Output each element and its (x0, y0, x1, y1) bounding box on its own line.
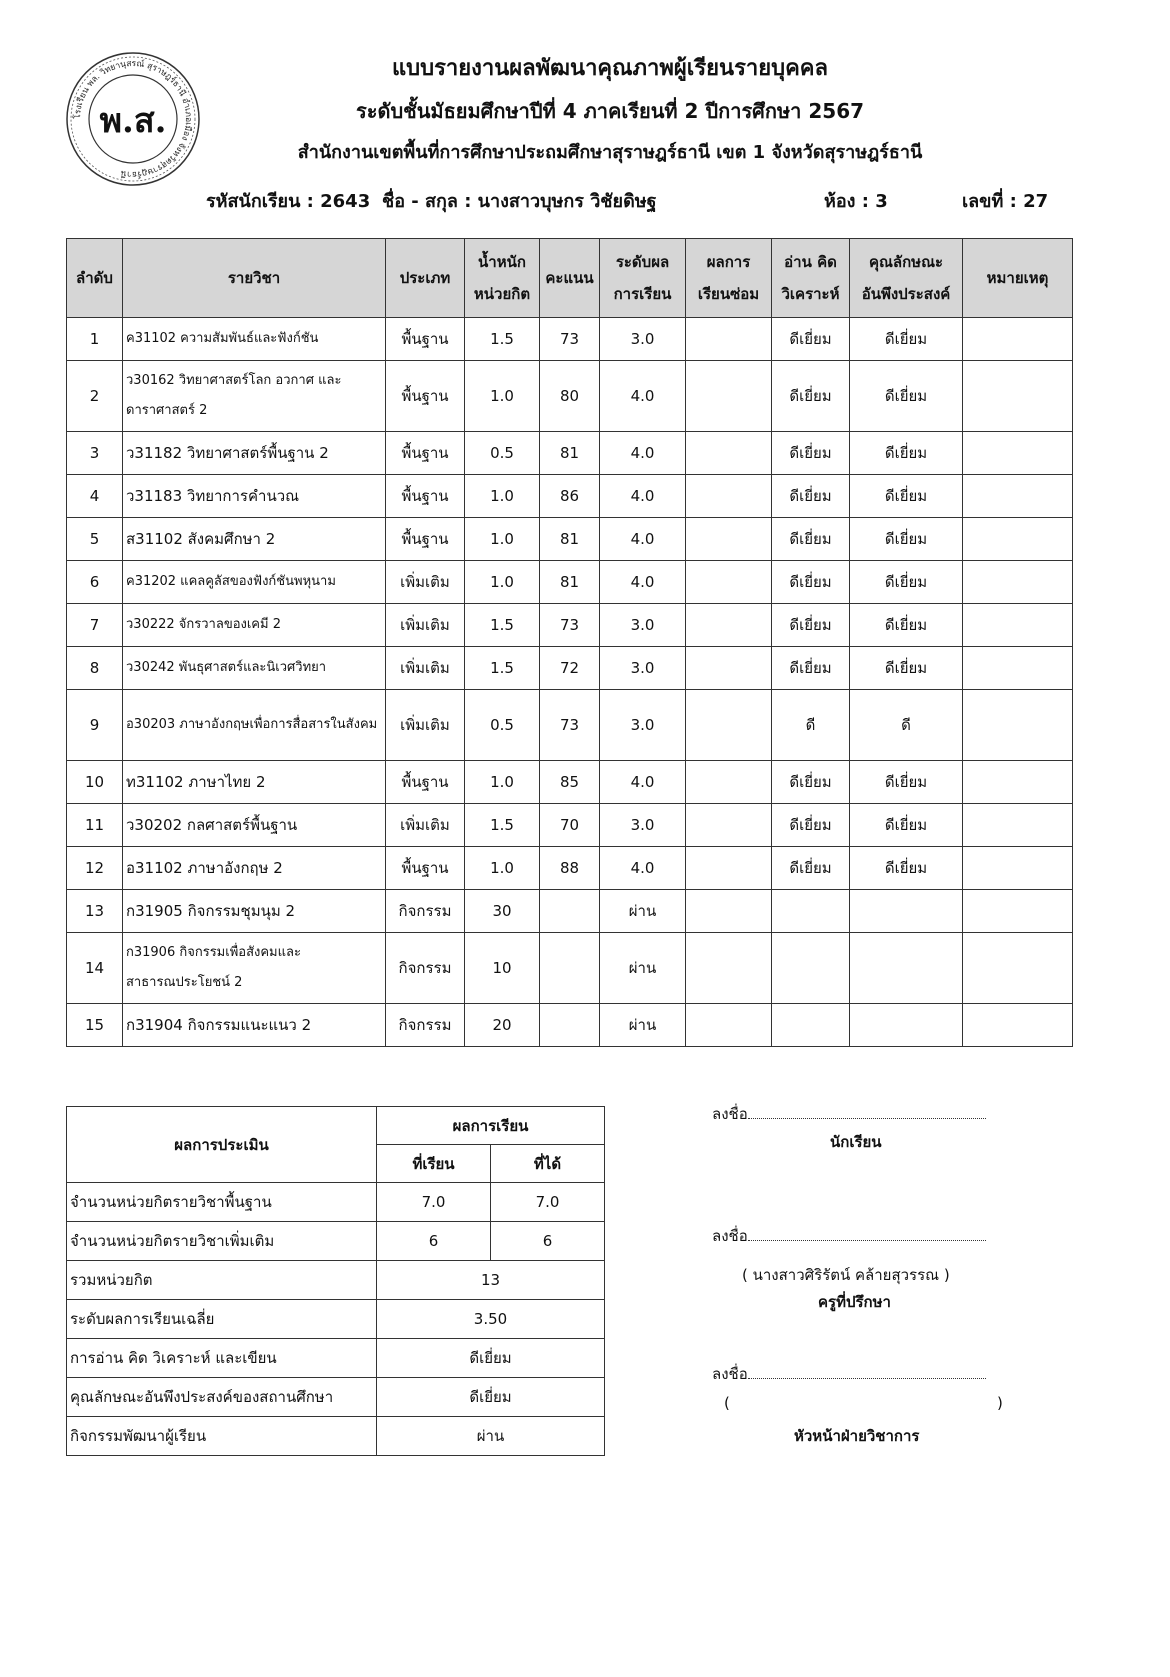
cell-character (850, 1004, 963, 1047)
cell-subject: ก31904 กิจกรรมแนะแนว 2 (123, 1004, 386, 1047)
cell-grade: ผ่าน (600, 933, 686, 1004)
cell-reading: ดีเยี่ยม (772, 847, 850, 890)
summary-row-total (67, 1261, 605, 1300)
cell-subject: ส31102 สังคมศึกษา 2 (123, 518, 386, 561)
table-row (67, 847, 1073, 890)
cell-remedial (686, 518, 772, 561)
cell-no: 2 (67, 361, 123, 432)
cell-type: เพิ่มเติม (386, 690, 465, 761)
cell-reading: ดีเยี่ยม (772, 561, 850, 604)
cell-reading: ดีเยี่ยม (772, 761, 850, 804)
cell-note (963, 847, 1073, 890)
summary-row-basic (67, 1183, 605, 1222)
cell-subject: อ31102 ภาษาอังกฤษ 2 (123, 847, 386, 890)
student-signature-line: ลงชื่อ (712, 1102, 986, 1126)
cell-grade: ผ่าน (600, 890, 686, 933)
table-row (67, 475, 1073, 518)
student-room: ห้อง : 3 (824, 191, 888, 212)
cell-subject: ก31906 กิจกรรมเพื่อสังคมและสาธารณประโยชน์ 2 (123, 933, 386, 1004)
cell-grade: 4.0 (600, 847, 686, 890)
cell-reading: ดีเยี่ยม (772, 647, 850, 690)
cell-no: 9 (67, 690, 123, 761)
summary-header-result: ผลการเรียน (377, 1107, 605, 1145)
cell-grade: 3.0 (600, 318, 686, 361)
cell-grade: 4.0 (600, 475, 686, 518)
report-level-term: ระดับชั้นมัธยมศึกษาปีที่ 4 ภาคเรียนที่ 2 ปีการศึกษา 2567 (355, 99, 865, 123)
cell-no: 10 (67, 761, 123, 804)
cell-type: เพิ่มเติม (386, 804, 465, 847)
cell-score: 85 (540, 761, 600, 804)
summary-row-character (67, 1378, 605, 1417)
table-row (67, 933, 1073, 1004)
table-row (67, 690, 1073, 761)
table-row (67, 604, 1073, 647)
table-row (67, 318, 1073, 361)
cell-character: ดีเยี่ยม (850, 432, 963, 475)
cell-reading (772, 890, 850, 933)
table-row (67, 561, 1073, 604)
table-row (67, 1004, 1073, 1047)
cell-note (963, 647, 1073, 690)
summary-value: 3.50 (377, 1300, 605, 1339)
cell-score: 81 (540, 432, 600, 475)
cell-reading: ดีเยี่ยม (772, 518, 850, 561)
cell-subject: ค31102 ความสัมพันธ์และฟังก์ชัน (123, 318, 386, 361)
summary-label: การอ่าน คิด วิเคราะห์ และเขียน (67, 1339, 377, 1378)
cell-note (963, 804, 1073, 847)
cell-grade: 4.0 (600, 432, 686, 475)
cell-character: ดีเยี่ยม (850, 318, 963, 361)
header-no: ลำดับ (67, 239, 123, 318)
cell-character: ดีเยี่ยม (850, 647, 963, 690)
cell-credit: 1.5 (465, 318, 540, 361)
cell-type: เพิ่มเติม (386, 561, 465, 604)
cell-no: 7 (67, 604, 123, 647)
school-seal-logo (58, 44, 208, 194)
cell-remedial (686, 318, 772, 361)
summary-row-gpa (67, 1300, 605, 1339)
cell-score: 88 (540, 847, 600, 890)
cell-no: 4 (67, 475, 123, 518)
header-note: หมายเหตุ (963, 239, 1073, 318)
cell-no: 12 (67, 847, 123, 890)
cell-note (963, 318, 1073, 361)
report-header (200, 50, 1020, 166)
cell-type: พื้นฐาน (386, 761, 465, 804)
cell-reading (772, 933, 850, 1004)
cell-grade: 4.0 (600, 361, 686, 432)
summary-value: 7.0 (491, 1183, 605, 1222)
cell-no: 14 (67, 933, 123, 1004)
cell-subject: ว30222 จักรวาลของเคมี 2 (123, 604, 386, 647)
cell-note (963, 518, 1073, 561)
report-title: แบบรายงานผลพัฒนาคุณภาพผู้เรียนรายบุคคล (391, 56, 829, 81)
grades-header-row (67, 239, 1073, 318)
summary-header-eval: ผลการประเมิน (67, 1107, 377, 1183)
cell-credit: 1.0 (465, 518, 540, 561)
cell-credit: 1.0 (465, 361, 540, 432)
cell-character: ดีเยี่ยม (850, 518, 963, 561)
cell-reading: ดีเยี่ยม (772, 318, 850, 361)
table-row (67, 518, 1073, 561)
cell-credit: 1.0 (465, 561, 540, 604)
table-row (67, 432, 1073, 475)
cell-credit: 1.5 (465, 804, 540, 847)
cell-score: 72 (540, 647, 600, 690)
cell-type: พื้นฐาน (386, 432, 465, 475)
cell-character (850, 890, 963, 933)
cell-subject: ว31183 วิทยาการคำนวณ (123, 475, 386, 518)
student-number: เลขที่ : 27 (962, 191, 1049, 212)
cell-character: ดีเยี่ยม (850, 604, 963, 647)
table-row (67, 647, 1073, 690)
cell-credit: 0.5 (465, 432, 540, 475)
summary-label: กิจกรรมพัฒนาผู้เรียน (67, 1417, 377, 1456)
cell-subject: ว30162 วิทยาศาสตร์โลก อวกาศ และดาราศาสตร์ 2 (123, 361, 386, 432)
cell-reading: ดีเยี่ยม (772, 475, 850, 518)
cell-no: 6 (67, 561, 123, 604)
cell-no: 1 (67, 318, 123, 361)
cell-remedial (686, 604, 772, 647)
cell-remedial (686, 561, 772, 604)
summary-table (66, 1106, 605, 1456)
cell-grade: 4.0 (600, 518, 686, 561)
cell-grade: 4.0 (600, 761, 686, 804)
header-type: ประเภท (386, 239, 465, 318)
cell-subject: ท31102 ภาษาไทย 2 (123, 761, 386, 804)
student-id: รหัสนักเรียน : 2643 (206, 191, 371, 212)
table-row (67, 361, 1073, 432)
cell-no: 15 (67, 1004, 123, 1047)
cell-score: 86 (540, 475, 600, 518)
cell-note (963, 1004, 1073, 1047)
cell-remedial (686, 804, 772, 847)
cell-subject: ค31202 แคลคูลัสของฟังก์ชันพหุนาม (123, 561, 386, 604)
cell-note (963, 561, 1073, 604)
cell-grade: 3.0 (600, 690, 686, 761)
cell-character: ดีเยี่ยม (850, 761, 963, 804)
cell-credit: 1.5 (465, 647, 540, 690)
cell-no: 5 (67, 518, 123, 561)
summary-row-additional (67, 1222, 605, 1261)
advisor-signature-line: ลงชื่อ (712, 1224, 986, 1248)
cell-remedial (686, 1004, 772, 1047)
cell-grade: ผ่าน (600, 1004, 686, 1047)
report-office: สำนักงานเขตพื้นที่การศึกษาประถมศึกษาสุราษฎร์ธานี เขต 1 จังหวัดสุราษฎร์ธานี (297, 142, 923, 163)
table-row (67, 761, 1073, 804)
cell-score: 81 (540, 518, 600, 561)
header-score: คะแนน (540, 239, 600, 318)
cell-no: 3 (67, 432, 123, 475)
cell-score: 73 (540, 690, 600, 761)
cell-remedial (686, 890, 772, 933)
cell-score (540, 1004, 600, 1047)
cell-type: กิจกรรม (386, 890, 465, 933)
cell-grade: 3.0 (600, 647, 686, 690)
cell-credit: 1.0 (465, 761, 540, 804)
cell-character (850, 933, 963, 1004)
cell-grade: 3.0 (600, 804, 686, 847)
cell-remedial (686, 933, 772, 1004)
cell-reading: ดีเยี่ยม (772, 361, 850, 432)
cell-type: พื้นฐาน (386, 475, 465, 518)
cell-reading: ดี (772, 690, 850, 761)
cell-note (963, 604, 1073, 647)
summary-label: จำนวนหน่วยกิตรายวิชาพื้นฐาน (67, 1183, 377, 1222)
cell-type: พื้นฐาน (386, 361, 465, 432)
head-open-paren: ( (724, 1394, 730, 1412)
cell-character: ดีเยี่ยม (850, 847, 963, 890)
summary-row-activity (67, 1417, 605, 1456)
grades-table (66, 238, 1073, 1047)
cell-no: 13 (67, 890, 123, 933)
cell-subject: อ30203 ภาษาอังกฤษเพื่อการสื่อสารในสังคม (123, 690, 386, 761)
cell-score: 73 (540, 318, 600, 361)
cell-reading: ดีเยี่ยม (772, 432, 850, 475)
advisor-role: ครูที่ปรึกษา (818, 1293, 891, 1311)
cell-subject: ว31182 วิทยาศาสตร์พื้นฐาน 2 (123, 432, 386, 475)
summary-value: ดีเยี่ยม (377, 1339, 605, 1378)
summary-label: รวมหน่วยกิต (67, 1261, 377, 1300)
cell-note (963, 933, 1073, 1004)
summary-row-reading (67, 1339, 605, 1378)
cell-remedial (686, 647, 772, 690)
cell-grade: 4.0 (600, 561, 686, 604)
cell-credit: 10 (465, 933, 540, 1004)
cell-character: ดีเยี่ยม (850, 804, 963, 847)
cell-score: 70 (540, 804, 600, 847)
cell-type: พื้นฐาน (386, 518, 465, 561)
summary-label: ระดับผลการเรียนเฉลี่ย (67, 1300, 377, 1339)
cell-credit: 1.0 (465, 847, 540, 890)
cell-no: 8 (67, 647, 123, 690)
cell-note (963, 690, 1073, 761)
cell-character: ดี (850, 690, 963, 761)
head-close-paren: ) (997, 1394, 1003, 1412)
cell-remedial (686, 847, 772, 890)
header-grade: ระดับผล การเรียน (600, 239, 686, 318)
header-character: คุณลักษณะ อันพึงประสงค์ (850, 239, 963, 318)
summary-value: 6 (491, 1222, 605, 1261)
cell-no: 11 (67, 804, 123, 847)
cell-remedial (686, 475, 772, 518)
summary-header-earned: ที่ได้ (491, 1145, 605, 1183)
cell-type: เพิ่มเติม (386, 604, 465, 647)
summary-value: 6 (377, 1222, 491, 1261)
header-reading: อ่าน คิด วิเคราะห์ (772, 239, 850, 318)
student-role: นักเรียน (830, 1133, 882, 1151)
header-subject: รายวิชา (123, 239, 386, 318)
cell-score: 81 (540, 561, 600, 604)
cell-score: 80 (540, 361, 600, 432)
table-row (67, 890, 1073, 933)
cell-character: ดีเยี่ยม (850, 361, 963, 432)
student-name: ชื่อ - สกุล : นางสาวบุษกร วิชัยดิษฐ (382, 191, 657, 212)
student-info (206, 186, 1066, 216)
cell-credit: 0.5 (465, 690, 540, 761)
cell-credit: 1.0 (465, 475, 540, 518)
cell-credit: 30 (465, 890, 540, 933)
summary-value: ดีเยี่ยม (377, 1378, 605, 1417)
cell-type: พื้นฐาน (386, 318, 465, 361)
cell-type: พื้นฐาน (386, 847, 465, 890)
cell-subject: ก31905 กิจกรรมชุมนุม 2 (123, 890, 386, 933)
summary-label: จำนวนหน่วยกิตรายวิชาเพิ่มเติม (67, 1222, 377, 1261)
cell-note (963, 890, 1073, 933)
table-row (67, 804, 1073, 847)
cell-type: กิจกรรม (386, 1004, 465, 1047)
cell-remedial (686, 690, 772, 761)
cell-credit: 20 (465, 1004, 540, 1047)
cell-credit: 1.5 (465, 604, 540, 647)
cell-character: ดีเยี่ยม (850, 475, 963, 518)
cell-score (540, 933, 600, 1004)
svg-text:โรงเรียน พล. วิทยานุสรณ์ สุราษ: โรงเรียน พล. วิทยานุสรณ์ สุราษฎร์ธานี อำเภอเมือง จังหวัดสุราษฎร์ธานี (72, 58, 194, 180)
header-credit: น้ำหนัก หน่วยกิต (465, 239, 540, 318)
cell-note (963, 432, 1073, 475)
cell-subject: ว30202 กลศาสตร์พื้นฐาน (123, 804, 386, 847)
seal-monogram: พ.ส. (99, 101, 167, 141)
summary-value: ผ่าน (377, 1417, 605, 1456)
summary-value: 13 (377, 1261, 605, 1300)
cell-note (963, 475, 1073, 518)
cell-note (963, 361, 1073, 432)
head-signature-line: ลงชื่อ (712, 1362, 986, 1386)
cell-reading: ดีเยี่ยม (772, 604, 850, 647)
cell-type: กิจกรรม (386, 933, 465, 1004)
head-role: หัวหน้าฝ่ายวิชาการ (794, 1427, 920, 1445)
cell-remedial (686, 432, 772, 475)
cell-remedial (686, 761, 772, 804)
summary-value: 7.0 (377, 1183, 491, 1222)
summary-label: คุณลักษณะอันพึงประสงค์ของสถานศึกษา (67, 1378, 377, 1417)
summary-header-registered: ที่เรียน (377, 1145, 491, 1183)
cell-reading: ดีเยี่ยม (772, 804, 850, 847)
cell-grade: 3.0 (600, 604, 686, 647)
header-remedial: ผลการ เรียนซ่อม (686, 239, 772, 318)
cell-score (540, 890, 600, 933)
cell-type: เพิ่มเติม (386, 647, 465, 690)
cell-subject: ว30242 พันธุศาสตร์และนิเวศวิทยา (123, 647, 386, 690)
cell-score: 73 (540, 604, 600, 647)
advisor-name: ( นางสาวศิริรัตน์ คล้ายสุวรรณ ) (742, 1266, 950, 1284)
cell-remedial (686, 361, 772, 432)
cell-character: ดีเยี่ยม (850, 561, 963, 604)
cell-note (963, 761, 1073, 804)
cell-reading (772, 1004, 850, 1047)
